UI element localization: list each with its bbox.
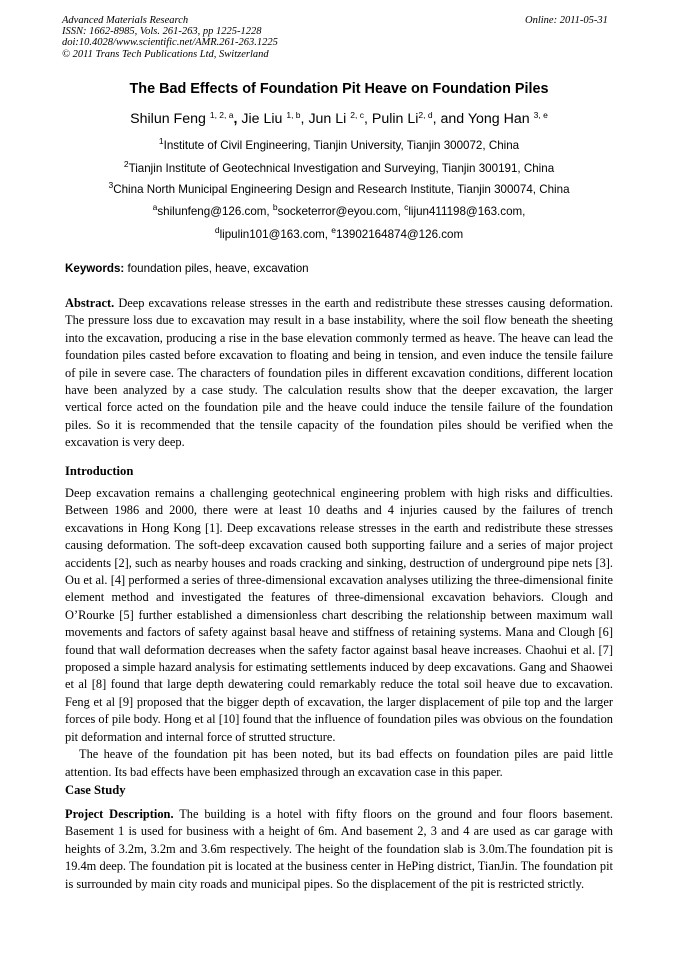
affiliation-marker: 3 — [108, 180, 114, 190]
author-name: Pulin Li — [371, 111, 419, 127]
affiliation-text: Institute of Civil Engineering, Tianjin University, Tianjin 300072, China — [163, 139, 520, 152]
author-affiliation-marker: 1, b — [286, 110, 301, 120]
author-separator: , — [300, 111, 305, 127]
email-address: lipulin101@163.com, — [219, 228, 332, 241]
email-line — [0, 223, 678, 246]
keywords — [65, 262, 309, 275]
doi-line: doi:10.4028/www.scientific.net/AMR.261-263.1225 — [62, 37, 278, 49]
author-name: Shilun Feng — [130, 111, 206, 127]
project-description-paragraph — [65, 806, 613, 893]
author-name: Yong Han — [467, 111, 530, 127]
email-marker: a — [152, 202, 158, 212]
copyright-line: © 2011 Trans Tech Publications Ltd, Switzerland — [62, 48, 269, 60]
email-marker: c — [404, 202, 409, 212]
abstract-paragraph — [65, 295, 613, 452]
introduction-paragraph-1: Deep excavation remains a challenging geotechnical engineering problem with high risks and difficulties. Between 1986 and 2000, there were at least 10 deaths and 4 injuries caused by the failures of trench excavations in Hong Kong [1]. Deep excavations release stresses in the earth and redistribute these stresses causing deformation. The soft-deep excavation caused both supporting failure and a series of major project accidents [2], such as nearby houses and roads cracking and sinking, destruction of underground pipe nets [3]. Ou et al. [4] performed a series of three-dimensional excavation analyses utilizing the three-dimensional finite element method and investigated the features of three-dimensional excavation behaviors. Clough and O’Rourke [5] further established a dimensionless chart describing the relationship between maximum wall movements and factors of safety against basal heave and stiffness of retaining systems. Mana and Clough [6] found that wall deformation decreases when the safety factor against basal heave increases. Chaohui et al. [7] proposed a simple hazard analysis for estimating settlements induced by deep excavations. Gang and Shaowei et al [8] found that large depth dewatering could remarkably reduce the total soil heave due to excavation. Feng et al [9] proposed that the bigger depth of excavation, the larger displacement of pile top and the larger forces of pile body. Hong et al [10] found that the influence of foundation piles was obvious on the foundation pit deformation and internal force of strutted structure. — [65, 486, 613, 744]
affiliation-text: Tianjin Institute of Geotechnical Investigation and Surveying, Tianjin 300191, China — [128, 162, 555, 175]
email-line — [0, 200, 678, 223]
affiliation-2 — [0, 159, 678, 175]
online-date: Online: 2011-05-31 — [525, 15, 608, 26]
affiliation-marker: 1 — [158, 136, 164, 146]
introduction-paragraph-2: The heave of the foundation pit has been noted, but its bad effects on foundation piles are paid little attention. Its bad effects have been emphasized through an excavation case in this paper. — [65, 747, 613, 779]
author-list — [0, 111, 678, 127]
author-separator: , — [363, 111, 368, 127]
keywords-text: foundation piles, heave, excavation — [124, 262, 309, 275]
case-study-heading: Case Study — [65, 783, 126, 797]
issn-line: ISSN: 1662-8985, Vols. 261-263, pp 1225-1228 — [62, 26, 262, 38]
case-study-body — [65, 806, 613, 893]
affiliation-1 — [0, 136, 678, 152]
email-address: socketerror@eyou.com, — [277, 205, 405, 218]
author-separator: , — [233, 111, 238, 127]
abstract-text: Deep excavations release stresses in the earth and redistribute these stresses causing deformation. The pressure loss due to excavation may result in a base instability, where the soil flow beneath the sheeting into the excavation, producing a rise in the base elevation commonly termed as heave. The heave can lead the foundation piles casted before excavation to floating and being in tension, and even induce the tensile failure of pile in severe case. The characters of foundation piles in different excavation conditions, different location have been analyzed by a case study. The calculation results show that the deeper excavation, the larger vertical force acted on the foundation pile and the heave could induce the tensile failure of the foundation piles. So it is recommended that the tensile capacity of the foundation piles should be verified when the excavation is very deep. — [65, 296, 613, 450]
introduction-body — [65, 485, 613, 781]
email-address: 13902164874@126.com — [335, 228, 464, 241]
project-description-label: Project Description. — [65, 807, 174, 821]
author-and: , and — [432, 111, 465, 127]
author-affiliation-marker: 1, 2, a — [209, 110, 234, 120]
abstract-label: Abstract. — [65, 296, 115, 310]
author-name: Jie Liu — [241, 111, 283, 127]
affiliation-3 — [0, 180, 678, 196]
paper-title: The Bad Effects of Foundation Pit Heave on Foundation Piles — [129, 81, 549, 97]
email-list — [0, 200, 678, 246]
journal-header — [62, 15, 278, 60]
affiliation-marker: 2 — [123, 159, 129, 169]
author-affiliation-marker: 2, d — [418, 110, 433, 120]
project-description-text: The building is a hotel with fifty floors on the ground and four floors basement. Basement 1 is used for business with a height of 6m. And basement 2, 3 and 4 are used as car garage with heights of 3.2m, 3.2m and 3.6m respectively. The height of the foundation slab is 3.0m.The foundation pit is 19.4m deep. The foundation pit is located at the business center in HePing district, TianJin. The foundation pit is surrounded by main city roads and municipal pipes. So the displacement of the pit is restricted strictly. — [65, 807, 614, 891]
keywords-label: Keywords: — [65, 262, 125, 275]
email-address: shilunfeng@126.com, — [157, 205, 273, 218]
email-marker: b — [272, 202, 278, 212]
email-marker: e — [331, 225, 336, 235]
author-name: Jun Li — [308, 111, 347, 127]
abstract — [65, 295, 613, 452]
author-affiliation-marker: 2, c — [350, 110, 364, 120]
affiliation-text: China North Municipal Engineering Design and Research Institute, Tianjin 300074, China — [113, 183, 570, 196]
introduction-heading: Introduction — [65, 464, 134, 478]
author-affiliation-marker: 3, e — [533, 110, 548, 120]
journal-name: Advanced Materials Research — [62, 15, 189, 26]
email-address: lijun411198@163.com, — [408, 205, 526, 218]
email-marker: d — [214, 225, 220, 235]
